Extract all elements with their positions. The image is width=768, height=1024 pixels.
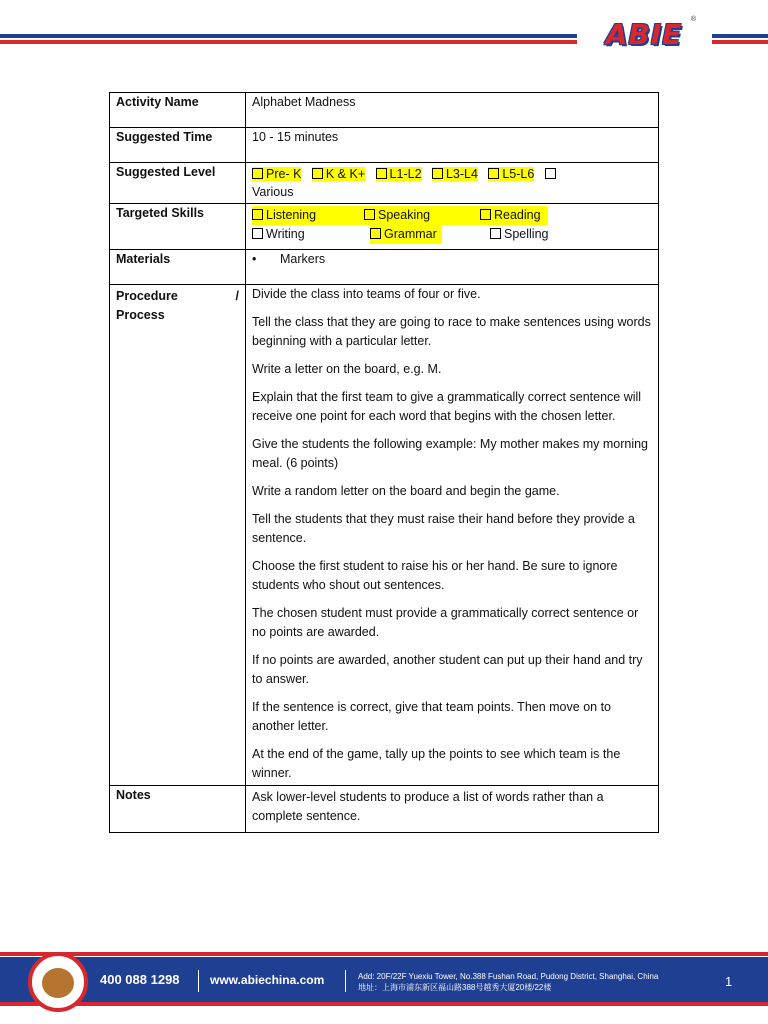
procedure-step: Give the students the following example: My mother makes my morning meal. (6 points) [252,437,649,470]
procedure-step: Tell the students that they must raise their hand before they provide a sentence. [252,512,635,545]
skills-row-2 [252,225,652,244]
row-activity-name [110,93,659,128]
checkbox-icon [312,168,323,179]
row-targeted-skills [110,204,659,250]
footer-phone: 400 088 1298 [100,972,180,987]
footer-stripe-red-bottom [0,1002,768,1006]
procedure-step: If no points are awarded, another student can put up their hand and try to answer. [252,653,643,686]
procedure-step: Write a letter on the board, e.g. M. [252,362,442,376]
footer-separator [345,970,346,992]
skill-option: Speaking [364,206,480,225]
suggested-level-options [246,163,659,204]
skill-option: Listening [252,206,364,225]
procedure-step: Tell the class that they are going to race to make sentences using words beginning with a particular letter. [252,315,651,348]
checkbox-icon [364,209,375,220]
skill-option: Spelling [490,227,548,241]
abie-logo: ABIE ® [605,16,696,51]
checkbox-icon [376,168,387,179]
checkbox-icon [488,168,499,179]
checkbox-icon [252,168,263,179]
checkbox-icon [432,168,443,179]
row-procedure [110,285,659,786]
suggested-time-value: 10 - 15 minutes [246,128,659,163]
header-stripe-red [0,40,577,44]
procedure-label: Procedure / Process [110,285,246,786]
checkbox-icon [545,168,556,179]
suggested-time-label: Suggested Time [110,128,246,163]
skill-option: Reading [480,206,548,225]
procedure-step: If the sentence is correct, give that team points. Then move on to another letter. [252,700,611,733]
procedure-step: Write a random letter on the board and begin the game. [252,484,560,498]
level-option: L5-L6 [488,167,534,181]
checkbox-icon [490,228,501,239]
footer-address: Add: 20F/22F Yuexiu Tower, No.388 Fushan Road, Pudong District, Shanghai, China 地址：上海市浦东新区福山路388号越秀大厦20楼/22楼 [358,972,659,992]
activity-table [109,92,659,833]
page-number: 1 [725,974,733,989]
header-stripe-red-right [712,40,768,44]
footer-stripe-red [0,952,768,956]
materials-item: Markers [280,252,326,266]
row-materials [110,250,659,285]
procedure-step: Divide the class into teams of four or five. [252,287,481,301]
header-stripe-blue-right [712,34,768,38]
skills-row-1 [252,206,652,225]
checkbox-icon [252,209,263,220]
materials-label: Materials [110,250,246,285]
level-option: L1-L2 [376,167,422,181]
checkbox-icon [480,209,491,220]
header-stripe-blue [0,34,577,38]
level-option: L3-L4 [432,167,478,181]
row-suggested-time [110,128,659,163]
suggested-level-label: Suggested Level [110,163,246,204]
notes-label: Notes [110,786,246,833]
level-option: Pre- K [252,167,301,181]
targeted-skills-label: Targeted Skills [110,204,246,250]
row-suggested-level [110,163,659,204]
procedure-step: Explain that the first team to give a grammatically correct sentence will receive one point for each word that begins with the chosen letter. [252,390,642,423]
procedure-steps [246,285,659,786]
footer-website[interactable]: www.abiechina.com [210,973,325,987]
materials-list [246,250,659,285]
procedure-step: The chosen student must provide a grammatically correct sentence or no points are awarded. [252,606,639,639]
checkbox-icon [370,228,381,239]
activity-name-value: Alphabet Madness [246,93,659,128]
row-notes [110,786,659,833]
notes-value: Ask lower-level students to produce a list of words rather than a complete sentence. [246,786,659,833]
procedure-step: At the end of the game, tally up the points to see which team is the winner. [252,747,621,780]
bullet-icon: • [252,252,257,266]
bear-mascot-icon [28,952,88,1012]
level-option: K & K+ [312,167,365,181]
procedure-step: Choose the first student to raise his or her hand. Be sure to ignore students who shout out sentences. [252,559,618,592]
skill-option: Grammar [370,225,442,244]
level-various: Various [252,185,294,199]
skill-option: Writing [252,225,370,244]
checkbox-icon [252,228,263,239]
activity-name-label: Activity Name [110,93,246,128]
targeted-skills-options [246,204,659,250]
footer-separator [198,970,199,992]
